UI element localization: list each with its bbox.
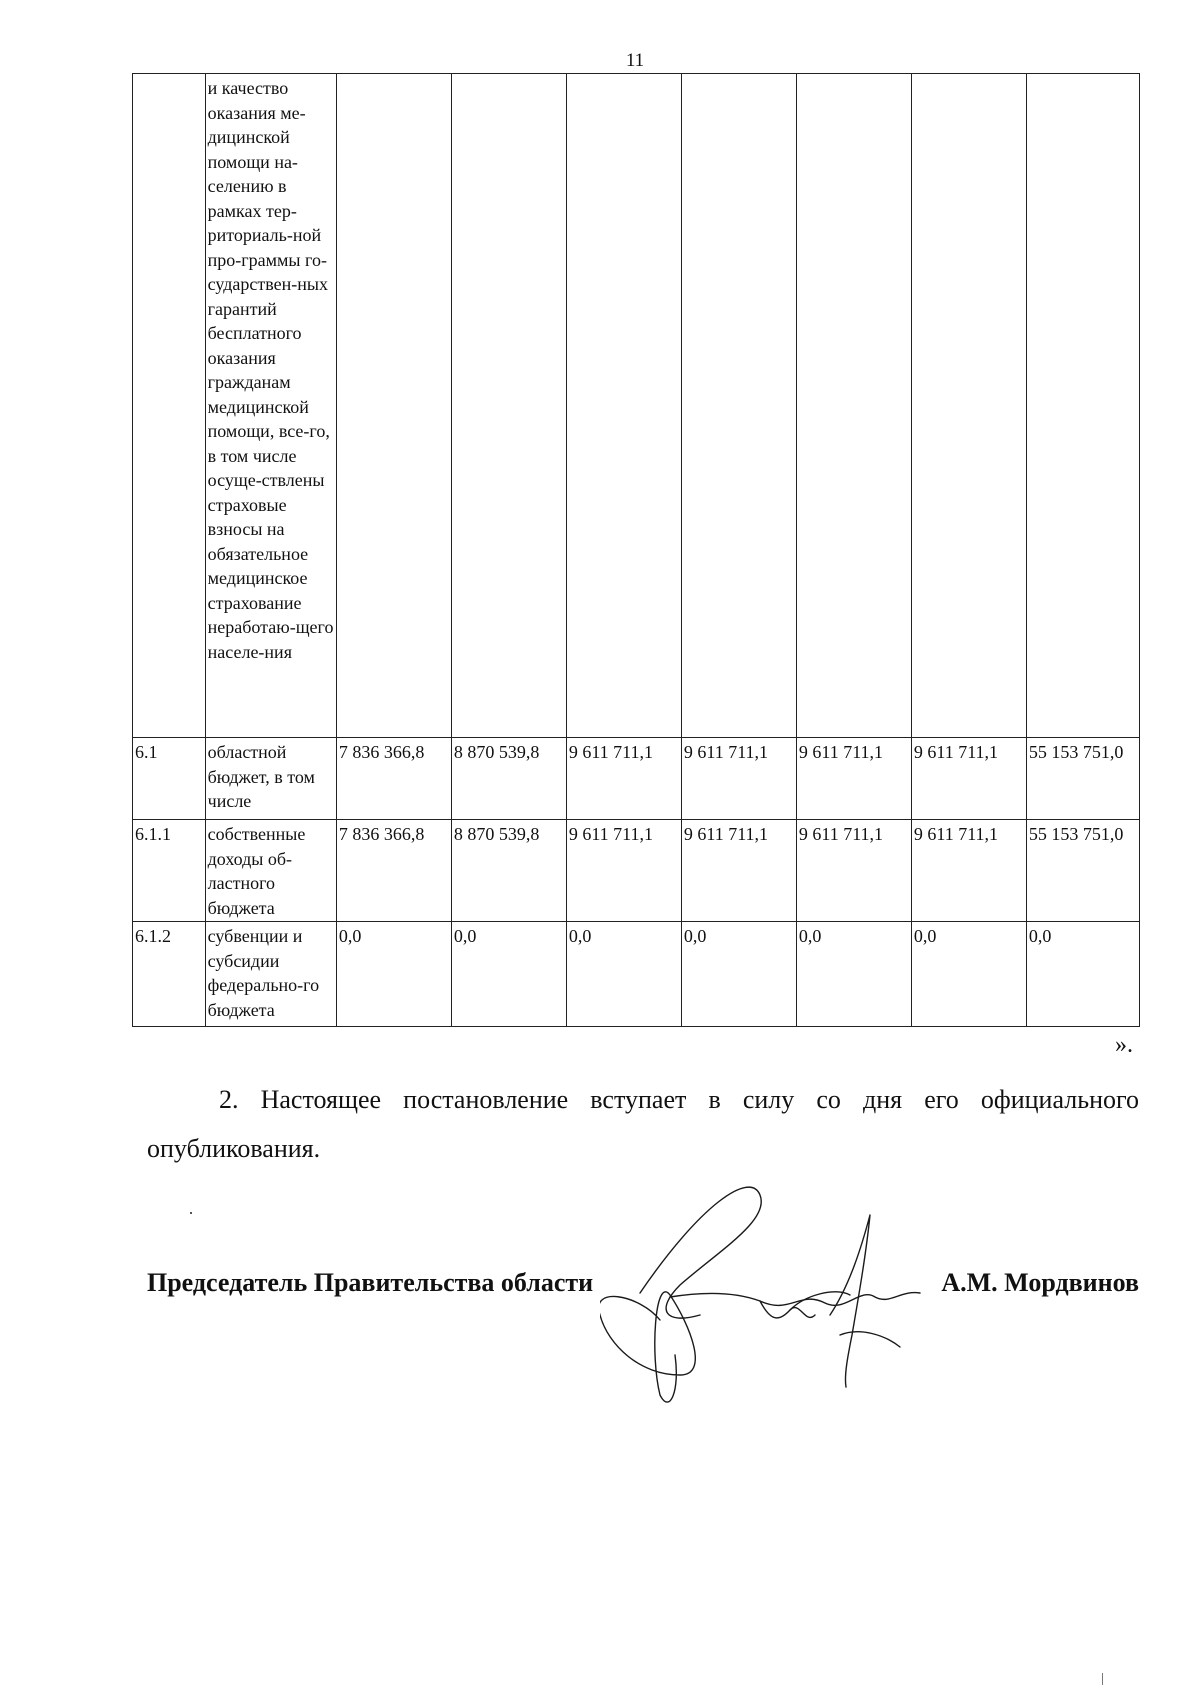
margin-tick xyxy=(1102,1673,1103,1685)
value-cell xyxy=(911,74,1026,738)
row-description: субвенции и субсидии федерально-го бюджета xyxy=(205,922,336,1027)
value-cell xyxy=(681,74,796,738)
value-cell: 0,0 xyxy=(566,922,681,1027)
value-cell: 9 611 711,1 xyxy=(911,738,1026,820)
value-cell xyxy=(1026,74,1139,738)
row-number: 6.1.2 xyxy=(133,922,206,1027)
signatory-name: А.М. Мордвинов xyxy=(941,1268,1139,1297)
value-cell: 0,0 xyxy=(911,922,1026,1027)
row-number xyxy=(133,74,206,738)
margin-dot xyxy=(190,1212,192,1214)
value-cell: 9 611 711,1 xyxy=(566,820,681,922)
value-cell: 9 611 711,1 xyxy=(566,738,681,820)
closing-quote: ». xyxy=(1115,1032,1133,1058)
value-cell: 9 611 711,1 xyxy=(911,820,1026,922)
value-cell: 0,0 xyxy=(336,922,451,1027)
value-cell: 8 870 539,8 xyxy=(451,820,566,922)
value-cell xyxy=(566,74,681,738)
row-number: 6.1 xyxy=(133,738,206,820)
table-row xyxy=(133,738,1140,820)
value-cell: 9 611 711,1 xyxy=(796,738,911,820)
value-cell: 0,0 xyxy=(796,922,911,1027)
value-cell xyxy=(796,74,911,738)
paragraph-line: опубликования. xyxy=(147,1134,321,1163)
value-cell: 9 611 711,1 xyxy=(681,738,796,820)
value-cell: 9 611 711,1 xyxy=(681,820,796,922)
value-cell xyxy=(451,74,566,738)
value-cell: 0,0 xyxy=(681,922,796,1027)
paragraph-line: 2. Настоящее постановление вступает в силу со дня его официального xyxy=(219,1085,1139,1114)
value-cell: 8 870 539,8 xyxy=(451,738,566,820)
table-row xyxy=(133,922,1140,1027)
row-description: собственные доходы об-ластного бюджета xyxy=(205,820,336,922)
value-cell: 7 836 366,8 xyxy=(336,820,451,922)
value-cell: 0,0 xyxy=(451,922,566,1027)
table-row xyxy=(133,74,1140,738)
value-cell: 55 153 751,0 xyxy=(1026,820,1139,922)
row-number: 6.1.1 xyxy=(133,820,206,922)
resolution-paragraph xyxy=(147,1075,1139,1173)
value-cell: 9 611 711,1 xyxy=(796,820,911,922)
page-number: 11 xyxy=(625,50,645,71)
row-description: и качество оказания ме-дицинской помощи на-селению в рамках тер-риториаль-ной про-граммы го-сударствен-ных гарантий бесплатного оказания гражданам медицинской помощи, все-го, в том числе осуще-ствлены страховые взносы на обязательное медицинское страхование неработаю-щего населе-ния xyxy=(205,74,336,738)
value-cell xyxy=(336,74,451,738)
value-cell: 55 153 751,0 xyxy=(1026,738,1139,820)
value-cell: 7 836 366,8 xyxy=(336,738,451,820)
table-row xyxy=(133,820,1140,922)
budget-table xyxy=(132,73,1140,1027)
handwritten-signature-icon xyxy=(600,1175,930,1405)
row-description: областной бюджет, в том числе xyxy=(205,738,336,820)
signatory-title: Председатель Правительства области xyxy=(147,1268,594,1297)
value-cell: 0,0 xyxy=(1026,922,1139,1027)
